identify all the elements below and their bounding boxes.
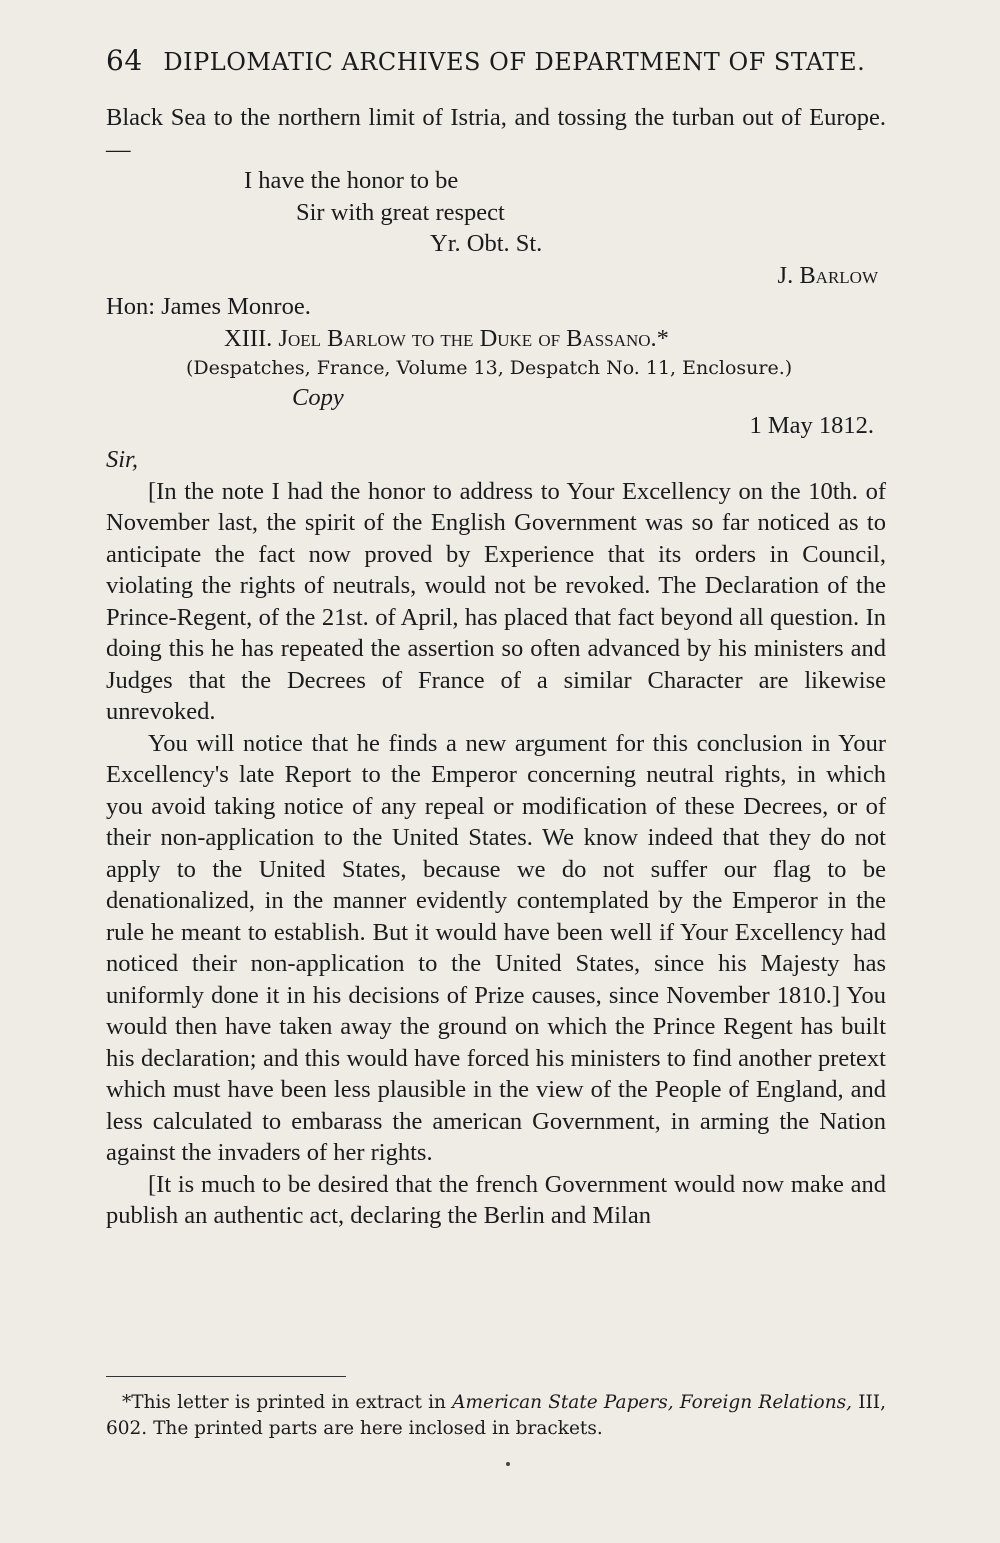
closing-line-2: Sir with great respect <box>296 198 505 226</box>
footnote-rule <box>106 1376 346 1377</box>
print-mark <box>506 1462 510 1466</box>
document-source: (Despatches, France, Volume 13, Despatch No. 11, Enclosure.) <box>186 357 793 379</box>
body-paragraph: You will notice that he finds a new argument for this conclusion in Your Excellency's late Report to the Emperor concerning neutral rights, in which you avoid taking notice of any repeal or modification of these Decrees, or of their non-application to the United States. We know indeed that they do not apply to the United States, because we do not suffer our flag to be denationalized, in the manner evidently contemplated by the Emperor in the rule he meant to establish. But it would have been well if Your Excellency had noticed their non-application to the United States, since his Majesty has uniformly done it in his decisions of Prize causes, since November 1810.] You would then have taken away the ground on which the Prince Regent has built his declaration; and this would have forced his ministers to find another pretext which must have been less plausible in the view of the People of England, and less calculated to embarass the american Government, in arming the Nation against the invaders of her rights. <box>106 729 886 1166</box>
footnote-text-2: III, 602. The printed parts are here inclosed in brackets. <box>106 1392 886 1439</box>
letter-continuation: Black Sea to the northern limit of Istria, and tossing the turban out of Europe.— <box>106 104 886 163</box>
page-body <box>106 102 886 1232</box>
footnote <box>106 1390 886 1442</box>
copy-label: Copy <box>292 384 344 411</box>
body-paragraph: [It is much to be desired that the french Government would now make and publish an authentic act, declaring the Berlin and Milan <box>106 1170 886 1229</box>
closing-line-3: Yr. Obt. St. <box>430 230 543 257</box>
footnote-text-1: This letter is printed in extract in <box>131 1392 453 1413</box>
closing-line-1: I have the honor to be <box>244 167 459 194</box>
letter-date: 1 May 1812. <box>749 412 874 439</box>
footnote-marker: * <box>122 1392 132 1413</box>
page-header <box>106 44 876 77</box>
document-number: XIII. <box>224 324 273 352</box>
copy-date-row <box>106 382 886 444</box>
document-title: Joel Barlow to the Duke of Bassano.* <box>278 324 669 352</box>
running-title: DIPLOMATIC ARCHIVES OF DEPARTMENT OF STATE. <box>163 48 866 76</box>
salutation: Sir, <box>106 446 139 473</box>
document-heading <box>106 323 886 355</box>
addressee: Hon: James Monroe. <box>106 293 311 320</box>
signature: J. Barlow <box>777 261 878 289</box>
page-number: 64 <box>106 44 143 77</box>
footnote-reference: American State Papers, Foreign Relations, <box>452 1392 852 1413</box>
body-paragraph: [In the note I had the honor to address to Your Excellency on the 10th. of November last, the spirit of the English Government was so far noticed as to anticipate the fact now proved by Experience that its orders in Council, violating the rights of neutrals, would not be revoked. The Declaration of the Prince-Regent, of the 21st. of April, has placed that fact beyond all question. In doing this he has repeated the assertion so often advanced by his ministers and Judges that the Decrees of France of a similar Character are likewise unrevoked. <box>106 477 886 725</box>
